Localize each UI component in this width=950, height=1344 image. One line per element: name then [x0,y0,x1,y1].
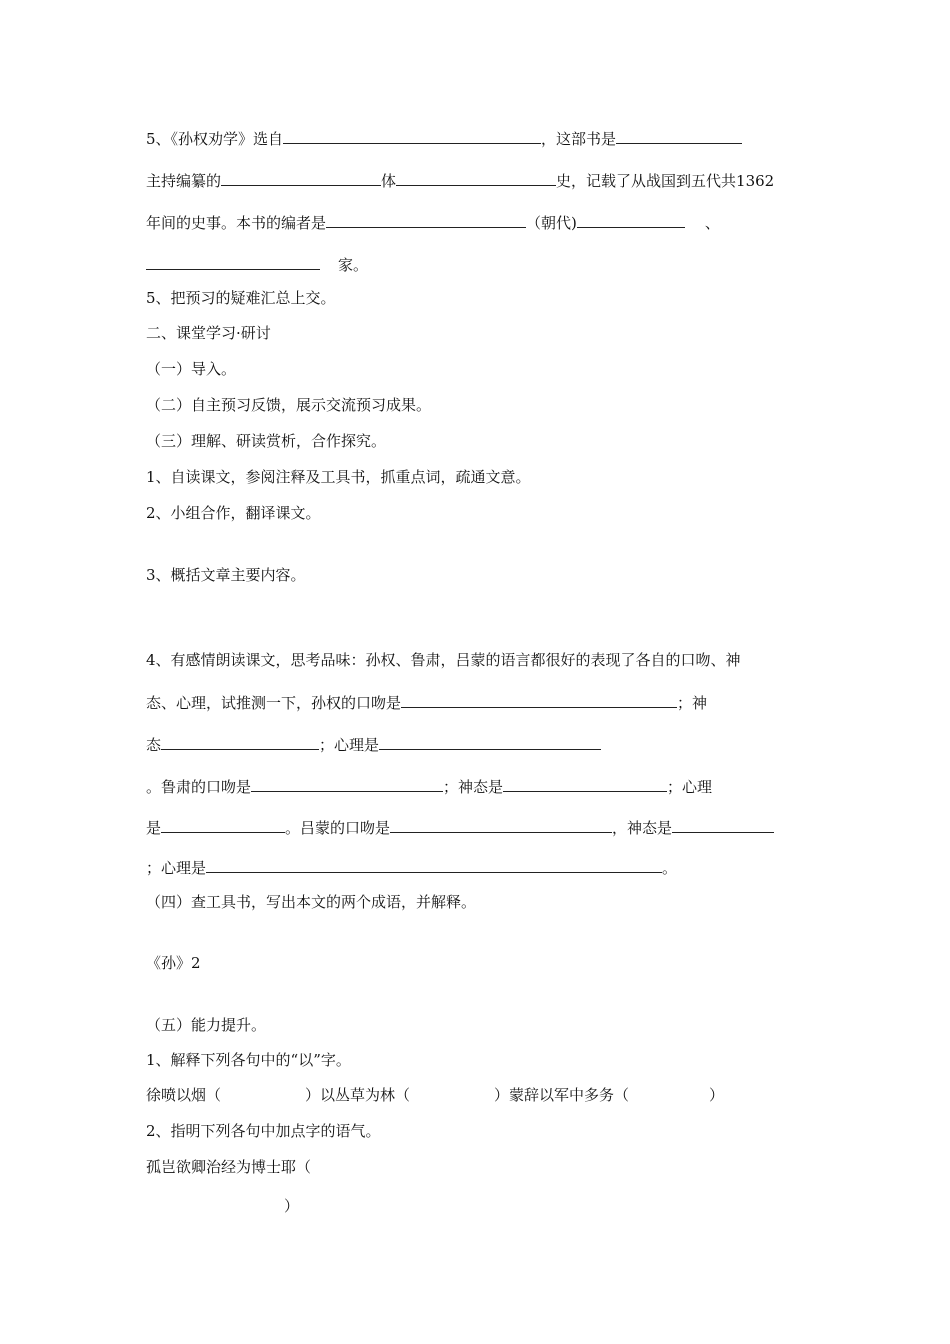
text: 徐喷以烟（ [146,1086,222,1104]
question-5-source-line4 [146,253,368,275]
task-4-line4 [146,775,712,797]
blank-lusu-tone[interactable] [251,775,443,792]
step-2: （二）自主预习反馈，展示交流预习成果。 [146,396,432,414]
blank-sunquan-tone[interactable] [401,691,677,708]
text: ；心理是 [146,859,207,877]
text: 是 [146,819,162,837]
text: 。 [662,859,678,877]
text: 、 [704,214,720,232]
text: 5、《孙权劝学》选自 [146,130,284,148]
exercise-1-items [146,1085,724,1105]
blank-style[interactable] [221,169,381,186]
blank-lvmeng-mind[interactable] [206,856,662,873]
task-4-line3 [146,733,601,755]
text: ） [709,1086,725,1104]
task-4-line6 [146,856,677,878]
step-4: （四）查工具书，写出本文的两个成语，并解释。 [146,893,477,911]
step-5: （五）能力提升。 [146,1016,267,1034]
task-4-line1: 4、有感情朗读课文，思考品味：孙权、鲁肃，吕蒙的语言都很好的表现了各自的口吻、神 [146,651,741,669]
blank-dynasty[interactable] [577,211,685,228]
task-4-line5 [146,816,774,838]
blank-source-book[interactable] [283,127,541,144]
question-5-summary: 5、把预习的疑难汇总上交。 [146,289,336,307]
text: 年间的史事。本书的编者是 [146,214,327,232]
exercise-2: 2、指明下列各句中加点字的语气。 [146,1122,381,1140]
blank-identity[interactable] [146,253,320,270]
text: 。鲁肃的口吻是 [146,778,252,796]
blank-lvmeng-tone[interactable] [390,816,612,833]
blank-sunquan-mind[interactable] [379,733,601,750]
blank-lusu-expression[interactable] [503,775,667,792]
text: ）蒙辞以军中多务（ [494,1086,630,1104]
text: 家。 [338,256,369,274]
task-1: 1、自读课文，参阅注释及工具书，抓重点词，疏通文意。 [146,468,531,486]
text: ；心理是 [319,736,380,754]
sun-note: 《孙》2 [146,954,201,972]
blank-lvmeng-expression[interactable] [672,816,774,833]
blank-sunquan-expression[interactable] [161,733,319,750]
text: 史，记载了从战国到五代共1362 [556,172,775,190]
text: 态、心理，试推测一下，孙权的口吻是 [146,694,402,712]
exercise-1: 1、解释下列各句中的“以”字。 [146,1051,351,1069]
text: ；神态是 [443,778,504,796]
text: ，神态是 [612,819,673,837]
text: 。吕蒙的口吻是 [285,819,391,837]
blank-editor-host[interactable] [616,127,742,144]
text: ，这部书是 [541,130,617,148]
section-heading-2: 二、课堂学习·研讨 [146,324,271,342]
step-1: （一）导入。 [146,360,237,378]
text: 体 [381,172,397,190]
task-4-line2 [146,691,707,713]
exercise-2-close: ） [284,1197,300,1215]
text: 态 [146,736,162,754]
exercise-2-item: 孤岂欲卿治经为博士耶（ [146,1158,312,1176]
step-3: （三）理解、研读赏析，合作探究。 [146,432,387,450]
question-5-source-line3 [146,211,720,233]
blank-editor[interactable] [326,211,526,228]
text: ；神 [677,694,708,712]
text: 主持编纂的 [146,172,222,190]
text: ）以丛草为林（ [305,1086,411,1104]
blank-type[interactable] [396,169,556,186]
text: ；心理 [667,778,713,796]
question-5-source-line1 [146,127,742,149]
task-3: 3、概括文章主要内容。 [146,566,306,584]
task-2: 2、小组合作，翻译课文。 [146,504,321,522]
question-5-source-line2 [146,169,774,191]
blank-lusu-mind[interactable] [161,816,285,833]
text: （朝代) [526,214,577,232]
